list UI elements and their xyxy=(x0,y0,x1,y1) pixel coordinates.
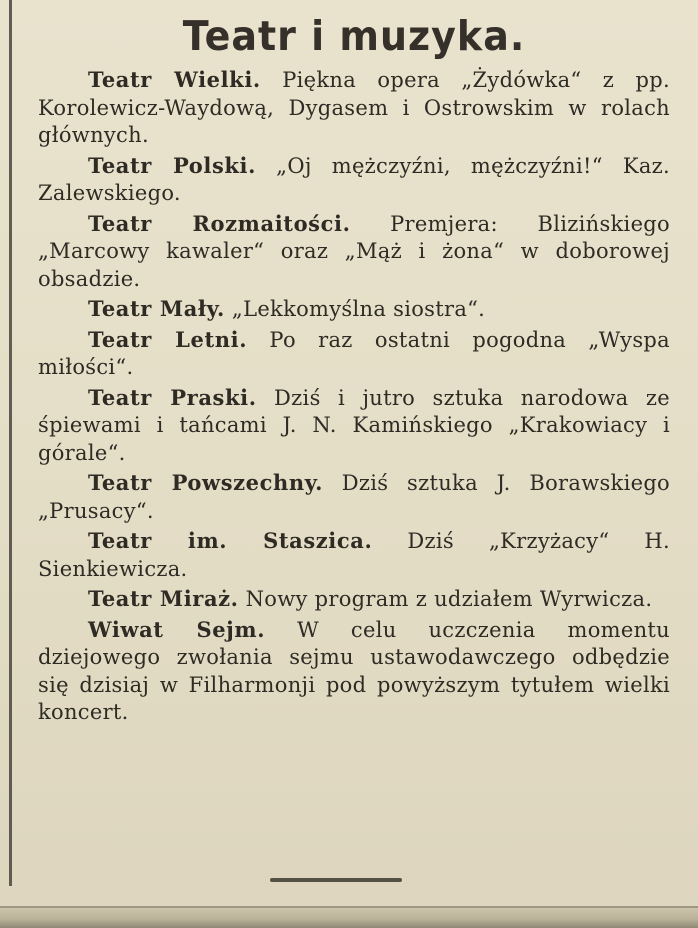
venue-name: Teatr Wielki. xyxy=(88,67,261,92)
venue-name: Teatr Praski. xyxy=(88,384,257,410)
venue-name: Teatr Letni. xyxy=(88,326,248,352)
venue-name: Teatr Miraż. xyxy=(88,586,239,611)
venue-name: Teatr Polski. xyxy=(88,152,257,178)
entry-text: „Lekkomyślna siostra“. xyxy=(231,297,486,321)
entry-text: Dziś „Krzyżacy“ H. Sienkiewicza. xyxy=(38,529,670,581)
article-end-rule xyxy=(270,878,402,882)
entry-teatr-letni xyxy=(38,326,670,382)
entry-teatr-praski xyxy=(38,384,670,468)
entry-teatr-maly xyxy=(38,295,670,324)
venue-name: Teatr im. Staszica. xyxy=(88,528,373,553)
entry-teatr-miraz xyxy=(38,585,670,614)
entry-wiwat-sejm xyxy=(38,616,670,727)
entry-teatr-powszechny xyxy=(38,469,670,525)
article-headline: Teatr i muzyka. xyxy=(182,12,526,60)
column-divider-line xyxy=(9,0,12,886)
entry-text: „Oj mężczyźni, mężczyźni!“ Kaz. Zalewskiego. xyxy=(38,153,670,205)
entry-teatr-polski xyxy=(38,152,670,208)
entry-text: Po raz ostatni pogodna „Wyspa miłości“. xyxy=(38,327,670,379)
entry-text: Dziś sztuka J. Borawskiego „Prusacy“. xyxy=(38,471,670,523)
entry-teatr-rozmaitosci xyxy=(38,210,670,294)
article-teatr-i-muzyka xyxy=(38,14,670,729)
entry-text: Piękna opera „Żydówka“ z pp. Korolewicz-Waydową, Dygasem i Ostrowskim w rolach głównych. xyxy=(38,68,670,147)
entry-teatr-staszica xyxy=(38,527,670,583)
entry-text: Premjera: Blizińskiego „Marcowy kawaler“ oraz „Mąż i żona“ w doborowej obsadzie. xyxy=(38,211,670,291)
entry-text: Dziś i jutro sztuka narodowa ze śpiewami i tańcami J. N. Kamińskiego „Krakowiacy i górale“. xyxy=(38,385,671,465)
venue-name: Wiwat Sejm. xyxy=(88,616,266,642)
venue-name: Teatr Powszechny. xyxy=(88,470,324,495)
entry-text: Nowy program z udziałem Wyrwicza. xyxy=(245,587,653,611)
entry-text: W celu uczczenia momentu dziejowego zwołania sejmu ustawodawczego odbędzie się dzisiaj w Filharmonji pod powyższym tytułem wielki koncert. xyxy=(38,617,670,724)
venue-name: Teatr Mały. xyxy=(88,296,225,321)
venue-name: Teatr Rozmaitości. xyxy=(88,210,351,236)
page-bottom-edge xyxy=(0,906,698,928)
entry-teatr-wielki xyxy=(38,66,670,150)
